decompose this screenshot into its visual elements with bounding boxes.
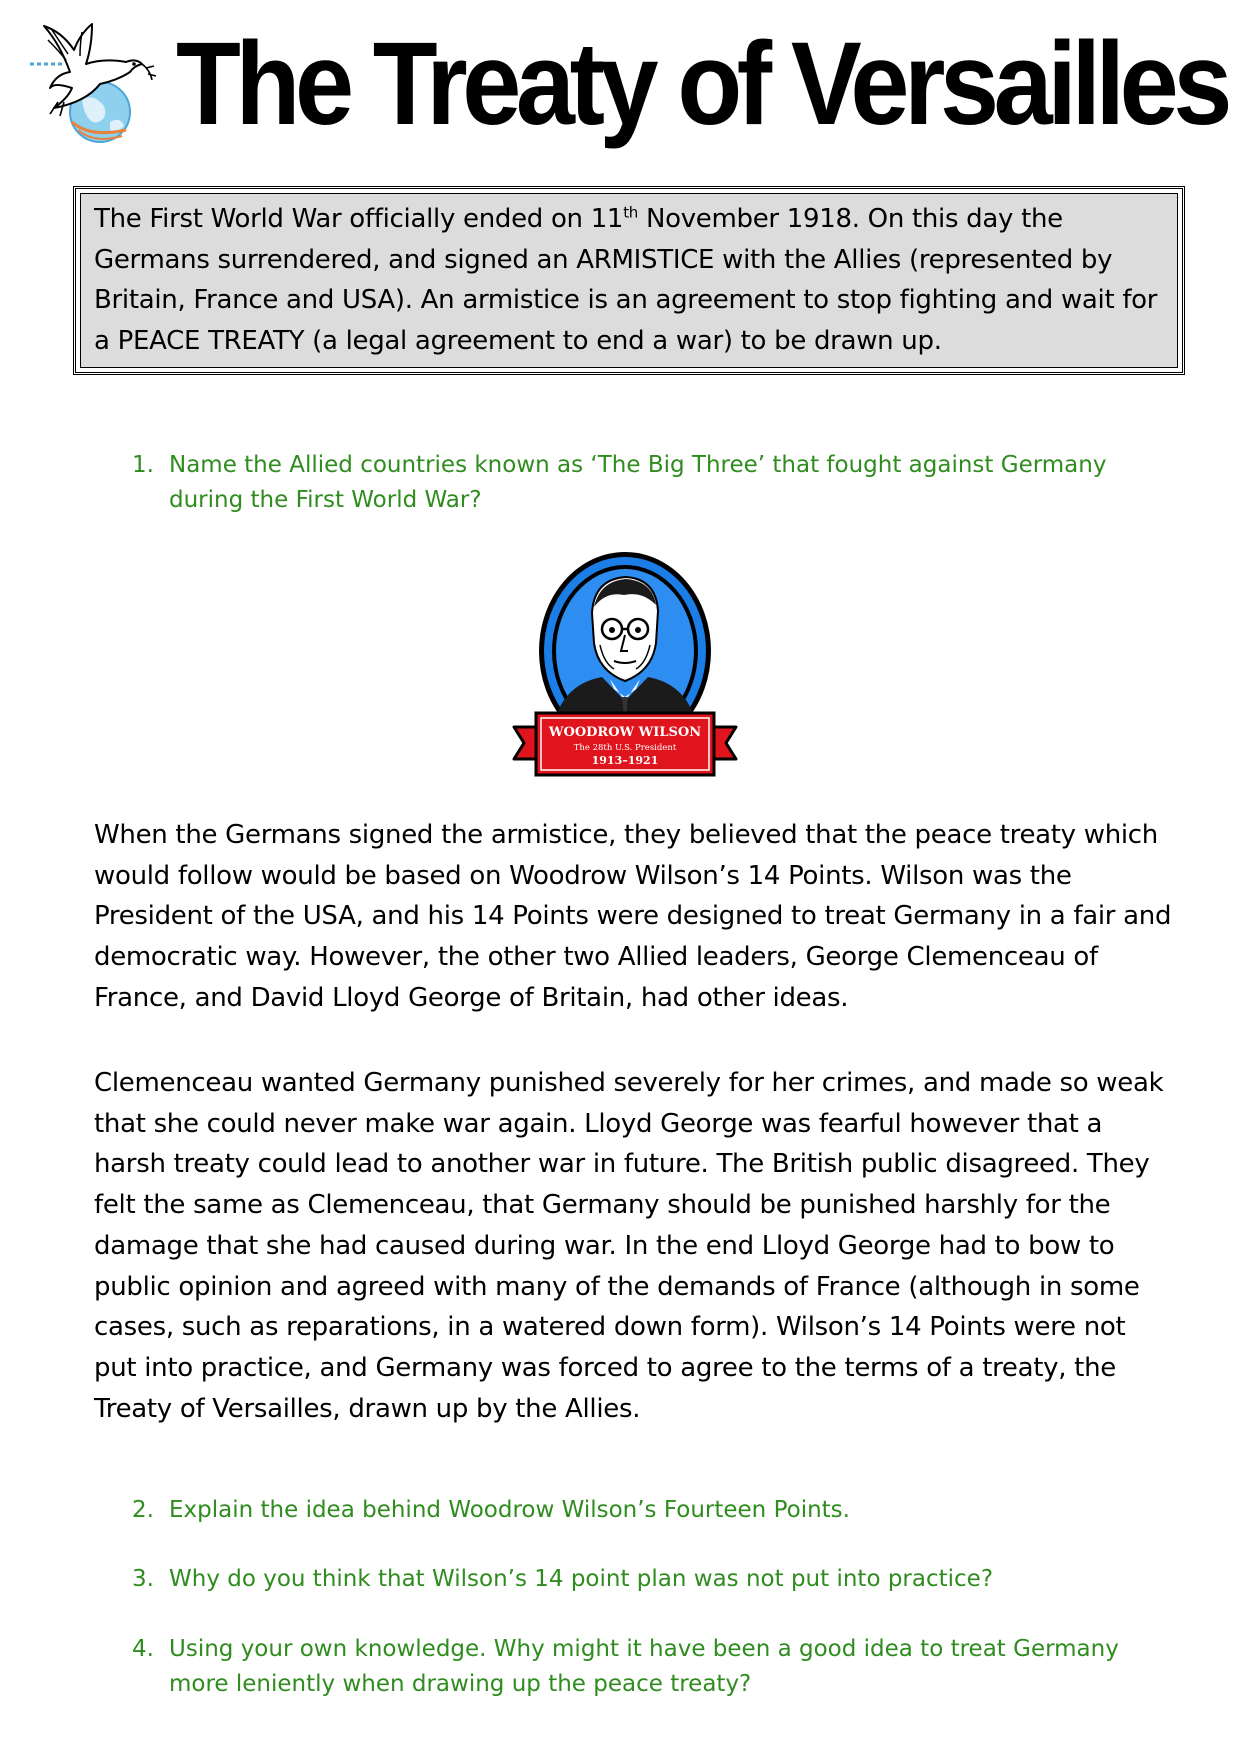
question-1 — [132, 448, 1132, 518]
question-3 — [132, 1562, 1132, 1597]
ordinal-suffix: th — [623, 203, 638, 222]
question-2 — [132, 1493, 1132, 1528]
paragraph-clemenceau: Clemenceau wanted Germany punished severely for her crimes, and made so weak that she could never make war again. Lloyd George was fearful however that a harsh treaty could lead to another war in future. The British public disagreed. They felt the same as Clemenceau, that Germany should be punished harshly for the damage that she had caused during war. In the end Lloyd George had to bow to public opinion and agreed with many of the demands of France (although in some cases, such as reparations, in a watered down form). Wilson’s 14 Points were not put into practice, and Germany was forced to agree to the terms of a treaty, the Treaty of Versailles, drawn up by the Allies. — [94, 1068, 1164, 1424]
portrait-name: WOODROW WILSON — [548, 725, 702, 740]
page-title: The Treaty of Versailles — [176, 18, 1228, 150]
question-number: 3. — [132, 1566, 154, 1592]
woodrow-wilson-portrait — [510, 551, 740, 789]
question-number: 2. — [132, 1497, 154, 1523]
question-text: Explain the idea behind Woodrow Wilson’s Fourteen Points. — [169, 1497, 850, 1523]
intro-text: The First World War officially ended on 11th November 1918. On this day the Germans surrendered, and signed an ARMISTICE with the Allies (represented by Britain, France and USA). An armistice is an agreement to stop fighting and wait for a PEACE TREATY (a legal agreement to end a war) to be drawn up. — [94, 203, 1158, 357]
question-text: Using your own knowledge. Why might it have been a good idea to treat Germany more leniently when drawing up the peace treaty? — [169, 1636, 1119, 1697]
portrait-subtitle: The 28th U.S. President — [573, 743, 677, 753]
question-text: Name the Allied countries known as ‘The Big Three’ that fought against Germany during the First World War? — [169, 452, 1107, 513]
paragraph-armistice: When the Germans signed the armistice, they believed that the peace treaty which would follow would be based on Woodrow Wilson’s 14 Points. Wilson was the President of the USA, and his 14 Points were designed to treat Germany in a fair and democratic way. However, the other two Allied leaders, George Clemenceau of France, and David Lloyd George of Britain, had other ideas. — [94, 820, 1172, 1013]
question-number: 1. — [132, 452, 154, 478]
question-4 — [132, 1632, 1132, 1702]
question-text: Why do you think that Wilson’s 14 point plan was not put into practice? — [169, 1566, 994, 1592]
question-number: 4. — [132, 1636, 154, 1662]
portrait-years: 1913–1921 — [591, 754, 659, 767]
peace-dove-globe-icon — [30, 18, 158, 148]
